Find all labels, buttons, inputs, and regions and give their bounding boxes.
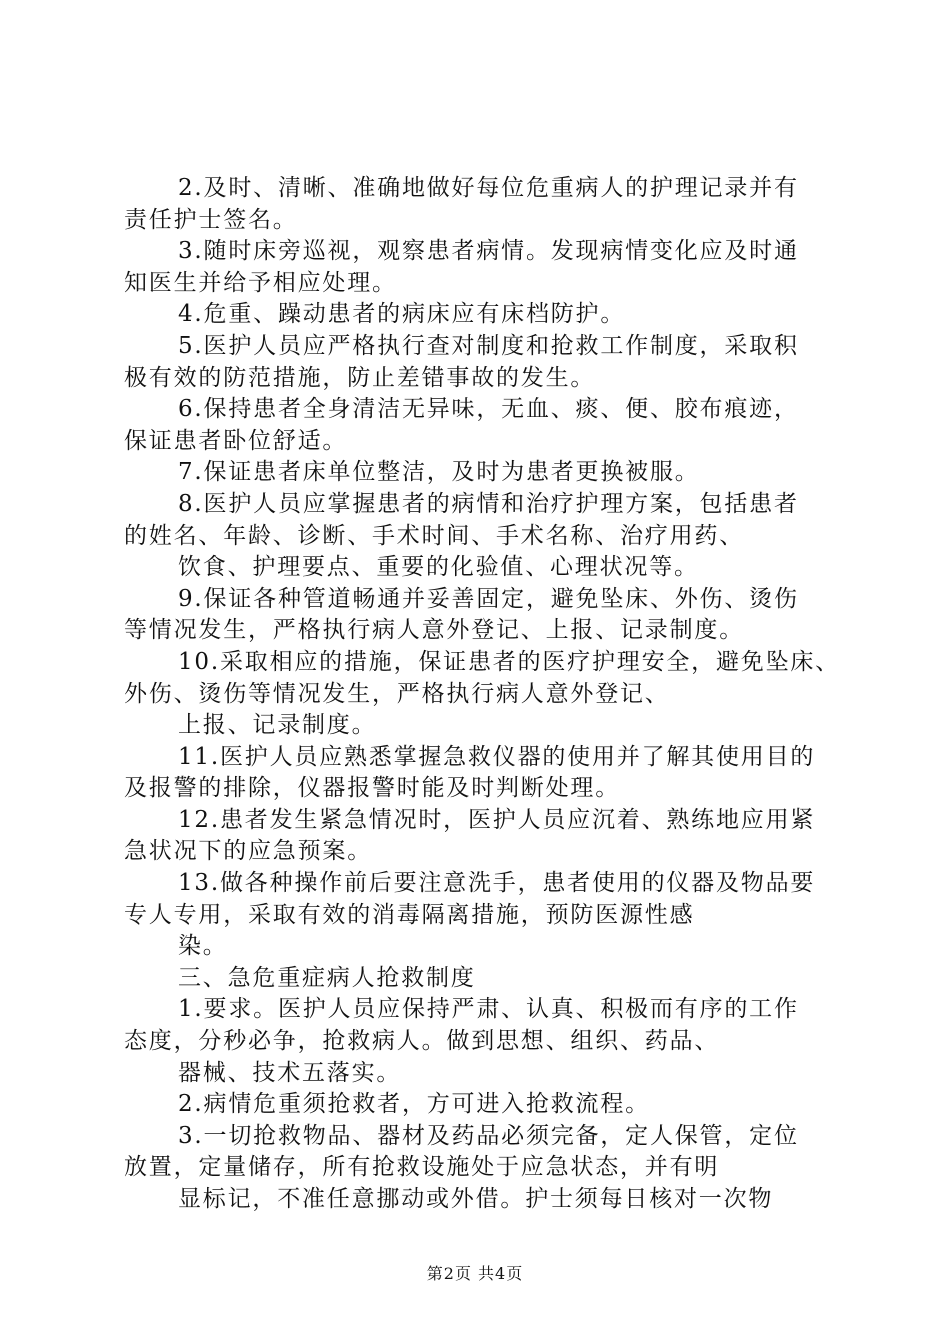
- text-line: 及报警的排除，仪器报警时能及时判断处理。: [124, 775, 620, 802]
- text-line: 2.病情危重须抢救者，方可进入抢救流程。: [178, 1091, 650, 1118]
- text-line: 7.保证患者床单位整洁，及时为患者更换被服。: [178, 459, 700, 486]
- text-line: 放置，定量储存，所有抢救设施处于应急状态，并有明: [124, 1154, 720, 1181]
- text-line: 保证患者卧位舒适。: [124, 427, 348, 454]
- text-line: 8.医护人员应掌握患者的病情和治疗护理方案，包括患者: [178, 490, 799, 517]
- text-line: 态度，分秒必争，抢救病人。做到思想、组织、药品、: [124, 1028, 720, 1055]
- text-line: 10.采取相应的措施，保证患者的医疗护理安全，避免坠床、: [178, 648, 840, 675]
- text-line: 2.及时、清晰、准确地做好每位危重病人的护理记录并有: [178, 175, 799, 201]
- text-line: 3.随时床旁巡视，观察患者病情。发现病情变化应及时通: [178, 238, 799, 265]
- text-line: 1.要求。医护人员应保持严肃、认真、积极而有序的工作: [178, 996, 799, 1023]
- text-line: 责任护士签名。: [124, 206, 298, 233]
- text-line: 急状况下的应急预案。: [124, 838, 372, 865]
- text-line: 极有效的防范措施，防止差错事故的发生。: [124, 364, 596, 391]
- text-line: 12.患者发生紧急情况时，医护人员应沉着、熟练地应用紧: [178, 806, 816, 833]
- text-line: 器械、技术五落实。: [178, 1059, 402, 1086]
- text-line: 专人专用，采取有效的消毒隔离措施，预防医源性感: [124, 901, 695, 928]
- text-line: 11.医护人员应熟悉掌握急救仪器的使用并了解其使用目的: [178, 743, 816, 770]
- text-line: 5.医护人员应严格执行查对制度和抢救工作制度，采取积: [178, 332, 799, 359]
- text-line: 等情况发生，严格执行病人意外登记、上报、记录制度。: [124, 617, 744, 644]
- text-line: 外伤、烫伤等情况发生，严格执行病人意外登记、: [124, 680, 670, 707]
- text-line: 9.保证各种管道畅通并妥善固定，避免坠床、外伤、烫伤: [178, 585, 799, 612]
- text-line: 6.保持患者全身清洁无异味，无血、痰、便、胶布痕迹，: [178, 396, 799, 423]
- page-number-footer: 第2页 共4页: [426, 1264, 524, 1283]
- text-line: 13.做各种操作前后要注意洗手，患者使用的仪器及物品要: [178, 870, 816, 897]
- text-line: 4.危重、躁动患者的病床应有床档防护。: [178, 301, 626, 328]
- text-line: 饮食、护理要点、重要的化验值、心理状况等。: [178, 554, 699, 581]
- text-line: 上报、记录制度。: [178, 712, 377, 739]
- body-text: [124, 173, 844, 1216]
- text-line: 3.一切抢救物品、器材及药品必须完备，定人保管，定位: [178, 1122, 799, 1149]
- text-line: 染。: [178, 933, 228, 960]
- text-line: 的姓名、年龄、诊断、手术时间、手术名称、治疗用药、: [124, 522, 744, 549]
- text-line: 知医生并给予相应处理。: [124, 269, 397, 296]
- section-heading: 三、急危重症病人抢救制度: [178, 964, 476, 991]
- text-line: 显标记，不准任意挪动或外借。护士须每日核对一次物: [178, 1186, 774, 1212]
